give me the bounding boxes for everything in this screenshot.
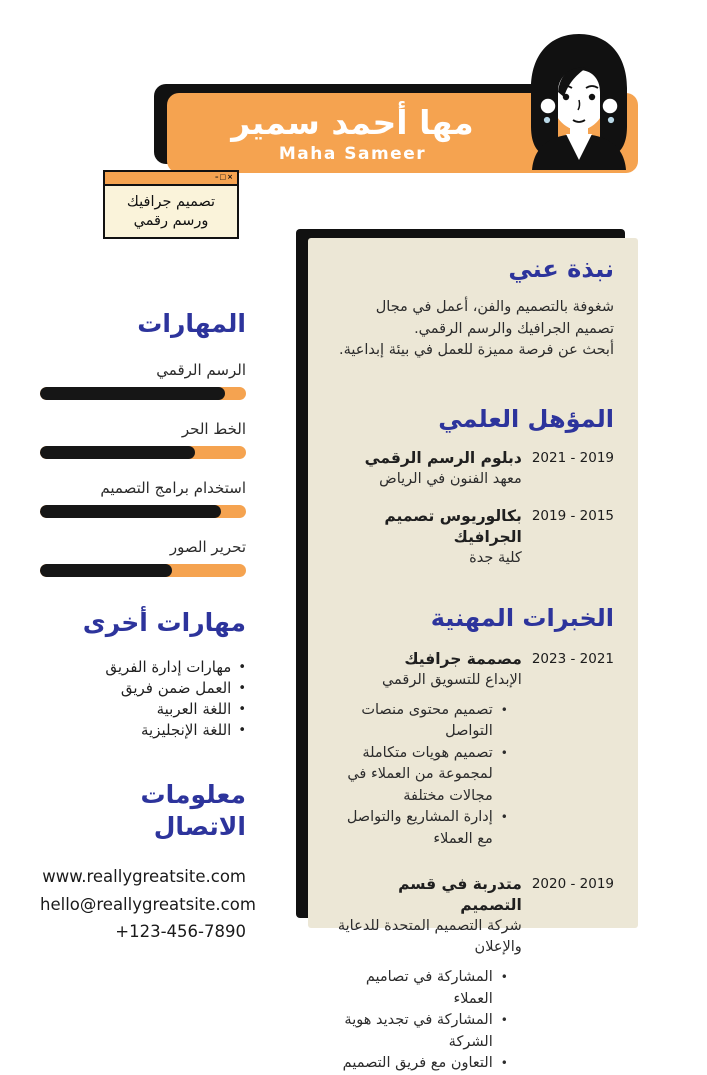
- avatar-eye-right: [589, 94, 595, 100]
- bullet-icon: •: [500, 970, 508, 984]
- about-text: [334, 297, 614, 362]
- entry-title: دبلوم الرسم الرقمي: [364, 448, 522, 467]
- skill-item: [40, 539, 246, 577]
- entry-title: مصممة جرافيك: [404, 649, 522, 668]
- entry-title: بكالوريوس تصميم الجرافيك: [384, 506, 522, 546]
- tagline-line2: ورسم رقمي: [133, 213, 209, 229]
- skill-item: [40, 480, 246, 518]
- skills-heading: المهارات: [137, 309, 246, 338]
- avatar-earring-left: [543, 116, 550, 123]
- contact-email: hello@reallygreatsite.com: [40, 894, 256, 914]
- avatar-ear-right: [602, 98, 618, 114]
- list-item: [334, 700, 508, 743]
- entry-organization: الإبداع للتسويق الرقمي: [381, 671, 522, 688]
- list-item-text: اللغة العربية: [156, 700, 232, 718]
- list-item: [334, 743, 508, 808]
- tagline-text: [105, 186, 237, 231]
- entry-dates: 2019 - 2020: [531, 876, 614, 892]
- header-text: [197, 103, 508, 164]
- skill-item: [40, 421, 246, 459]
- name-english: Maha Sameer: [278, 144, 427, 164]
- entry-title: متدربة في قسم التصميم: [398, 875, 522, 914]
- about-heading: نبذة عني: [508, 255, 614, 283]
- tagline-line1: تصميم جرافيك: [126, 194, 216, 210]
- list-item-text: إدارة المشاريع والتواصل مع العملاء: [346, 809, 493, 847]
- list-item-text: التعاون مع فريق التصميم: [342, 1055, 493, 1071]
- bullet-icon: •: [500, 1013, 508, 1027]
- entry-body: [334, 448, 522, 490]
- bullet-icon: •: [500, 702, 508, 717]
- skill-bar: [40, 505, 246, 518]
- list-item: [40, 720, 246, 741]
- bullet-icon: •: [238, 660, 246, 675]
- avatar-ear-left: [540, 98, 556, 114]
- sidebar: [40, 308, 256, 946]
- list-item-text: تصميم هويات متكاملة لمجموعة من العملاء في مجالات مختلفة: [347, 744, 493, 804]
- entry-organization: شركة التصميم المتحدة للدعاية والإعلان: [337, 918, 522, 955]
- entry-dates: 2015 - 2019: [531, 507, 614, 524]
- bullet-icon: •: [238, 681, 246, 696]
- list-item: [40, 657, 246, 678]
- skill-bar: [40, 387, 246, 400]
- list-item-text: المشاركة في تجديد هوية الشركة: [344, 1012, 493, 1050]
- experience-entry: [334, 874, 614, 1075]
- skill-bar: [40, 564, 246, 577]
- skill-bar: [40, 446, 246, 459]
- main-panel: [308, 238, 638, 1071]
- skill-bar-fill: [40, 387, 225, 400]
- about-paragraph: شغوفة بالتصميم والفن، أعمل في مجال تصميم الجرافيك والرسم الرقمي.: [375, 299, 614, 337]
- contact-website: www.reallygreatsite.com: [42, 867, 246, 886]
- list-item-text: العمل ضمن فريق: [120, 679, 232, 697]
- about-paragraph: أبحث عن فرصة مميزة للعمل في بيئة إبداعية.: [338, 342, 614, 358]
- skill-label: الخط الحر: [181, 420, 246, 438]
- list-item-text: تصميم محتوى منصات التواصل: [361, 701, 493, 739]
- skill-bar-fill: [40, 564, 172, 577]
- entry-body: [334, 649, 522, 851]
- bullet-icon: •: [500, 810, 508, 824]
- entry-body: [334, 506, 522, 569]
- entry-organization: معهد الفنون في الرياض: [379, 470, 522, 487]
- other-skills-list: [40, 657, 246, 741]
- avatar-illustration: [503, 30, 655, 170]
- experience-heading: الخبرات المهنية: [430, 603, 614, 632]
- list-item: [334, 1010, 508, 1053]
- skill-label: تحرير الصور: [169, 538, 246, 556]
- entry-bullet-list: [334, 700, 508, 851]
- contact-heading: معلومات الاتصال: [140, 780, 246, 841]
- skill-item: [40, 362, 246, 400]
- list-item: [334, 807, 508, 850]
- skill-label: استخدام برامج التصميم: [100, 479, 246, 497]
- list-item-text: اللغة الإنجليزية: [141, 721, 232, 739]
- skill-bar-fill: [40, 505, 221, 518]
- list-item: [40, 699, 246, 720]
- list-item: [334, 1053, 508, 1075]
- contact-phone: +123-456-7890: [115, 922, 246, 941]
- skill-label: الرسم الرقمي: [156, 361, 246, 379]
- avatar-eye-left: [563, 94, 569, 100]
- entry-organization: كلية جدة: [469, 549, 522, 566]
- entry-bullet-list: [334, 967, 508, 1075]
- window-controls-icon: –□×: [215, 173, 234, 181]
- bullet-icon: •: [238, 702, 246, 717]
- bullet-icon: •: [500, 745, 508, 760]
- list-item: [40, 678, 246, 699]
- entry-body: [334, 874, 522, 1075]
- other-skills-heading: مهارات أخرى: [82, 608, 246, 637]
- tagline-window: [103, 170, 239, 239]
- skill-bar-fill: [40, 446, 195, 459]
- avatar-earring-right: [607, 116, 614, 123]
- entry-dates: 2021 - 2023: [531, 650, 614, 667]
- bullet-icon: •: [238, 723, 246, 738]
- bullet-icon: •: [500, 1056, 508, 1070]
- tagline-window-titlebar: [105, 172, 237, 186]
- education-entry: [334, 448, 614, 490]
- name-arabic: مها أحمد سمير: [231, 103, 474, 142]
- entry-dates: 2019 - 2021: [531, 449, 614, 466]
- education-entry: [334, 506, 614, 569]
- list-item: [334, 967, 508, 1010]
- education-heading: المؤهل العلمي: [438, 404, 614, 433]
- list-item-text: المشاركة في تصاميم العملاء: [365, 969, 493, 1007]
- list-item-text: مهارات إدارة الفريق: [105, 658, 232, 676]
- experience-entry: [334, 649, 614, 851]
